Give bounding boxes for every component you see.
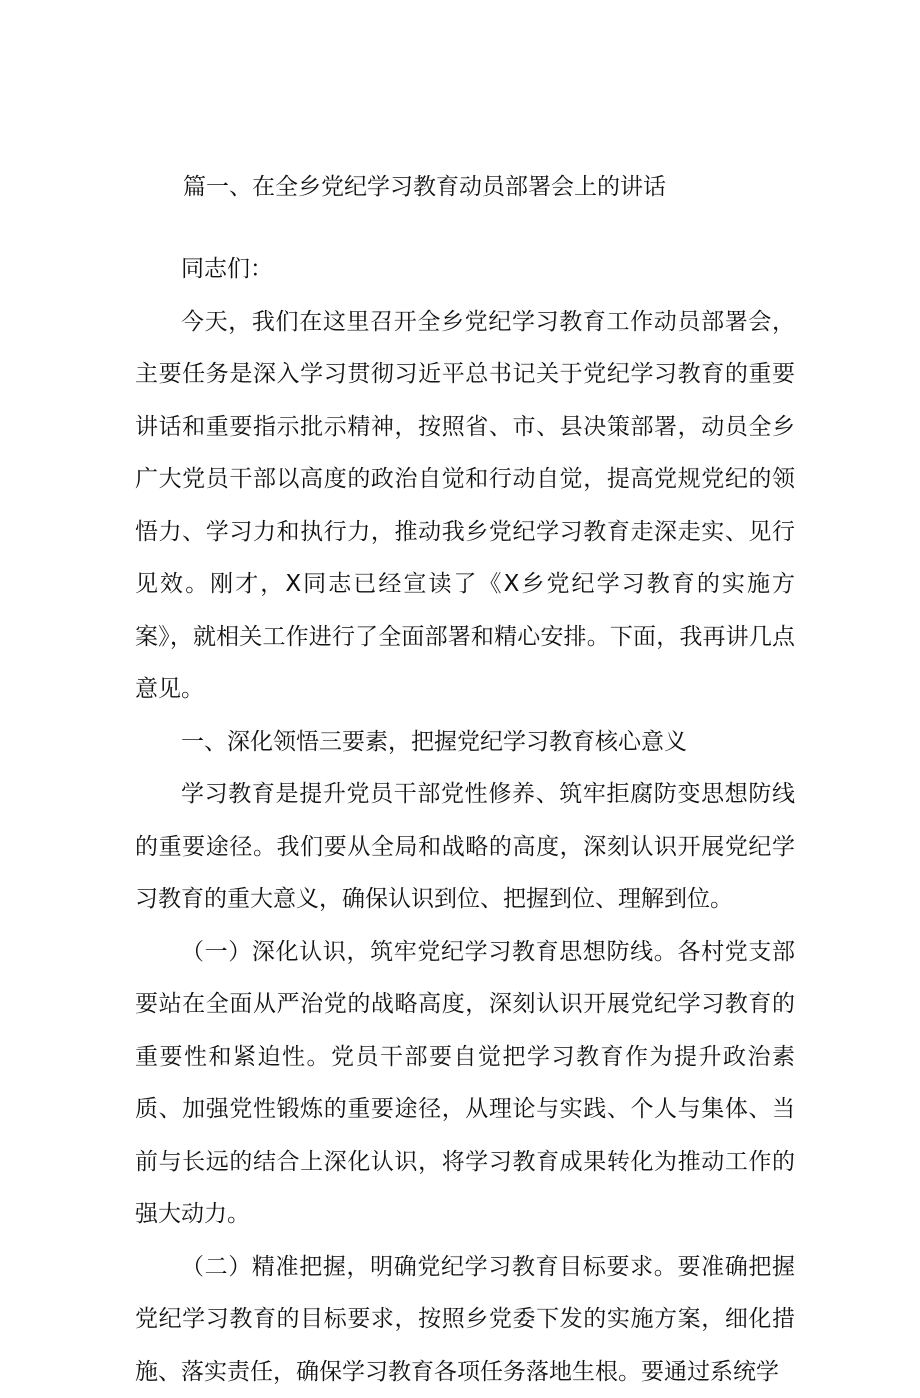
document-title: 篇一、在全乡党纪学习教育动员部署会上的讲话 (183, 168, 666, 201)
section-1-paragraph: 学习教育是提升党员干部党性修养、筑牢拒腐防变思想防线的重要途径。我们要从全局和战略的高度，深刻认识开展党纪学习教育的重大意义，确保认识到位、把握到位、理解到位。 (135, 768, 795, 926)
subsection-1-paragraph: （一）深化认识，筑牢党纪学习教育思想防线。各村党支部要站在全面从严治党的战略高度，深刻认识开展党纪学习教育的重要性和紧迫性。党员干部要自觉把学习教育作为提升政治素质、加强党性锻炼的重要途径，从理论与实践、个人与集体、当前与长远的结合上深化认识，将学习教育成果转化为推动工作的强大动力。 (135, 926, 795, 1241)
intro-paragraph: 今天，我们在这里召开全乡党纪学习教育工作动员部署会，主要任务是深入学习贯彻习近平总书记关于党纪学习教育的重要讲话和重要指示批示精神，按照省、市、县决策部署，动员全乡广大党员干部以高度的政治自觉和行动自觉，提高党规党纪的领悟力、学习力和执行力，推动我乡党纪学习教育走深走实、见行见效。刚才，X同志已经宣读了《X乡党纪学习教育的实施方案》，就相关工作进行了全面部署和精心安排。下面，我再讲几点意见。 (135, 296, 795, 716)
document-body (135, 243, 795, 1398)
section-heading-1: 一、深化领悟三要素，把握党纪学习教育核心意义 (135, 716, 795, 769)
salutation-paragraph: 同志们： (135, 243, 795, 296)
subsection-2-paragraph: （二）精准把握，明确党纪学习教育目标要求。要准确把握党纪学习教育的目标要求，按照乡党委下发的实施方案，细化措施、落实责任，确保学习教育各项任务落地生根。要通过系统学 (135, 1241, 795, 1398)
